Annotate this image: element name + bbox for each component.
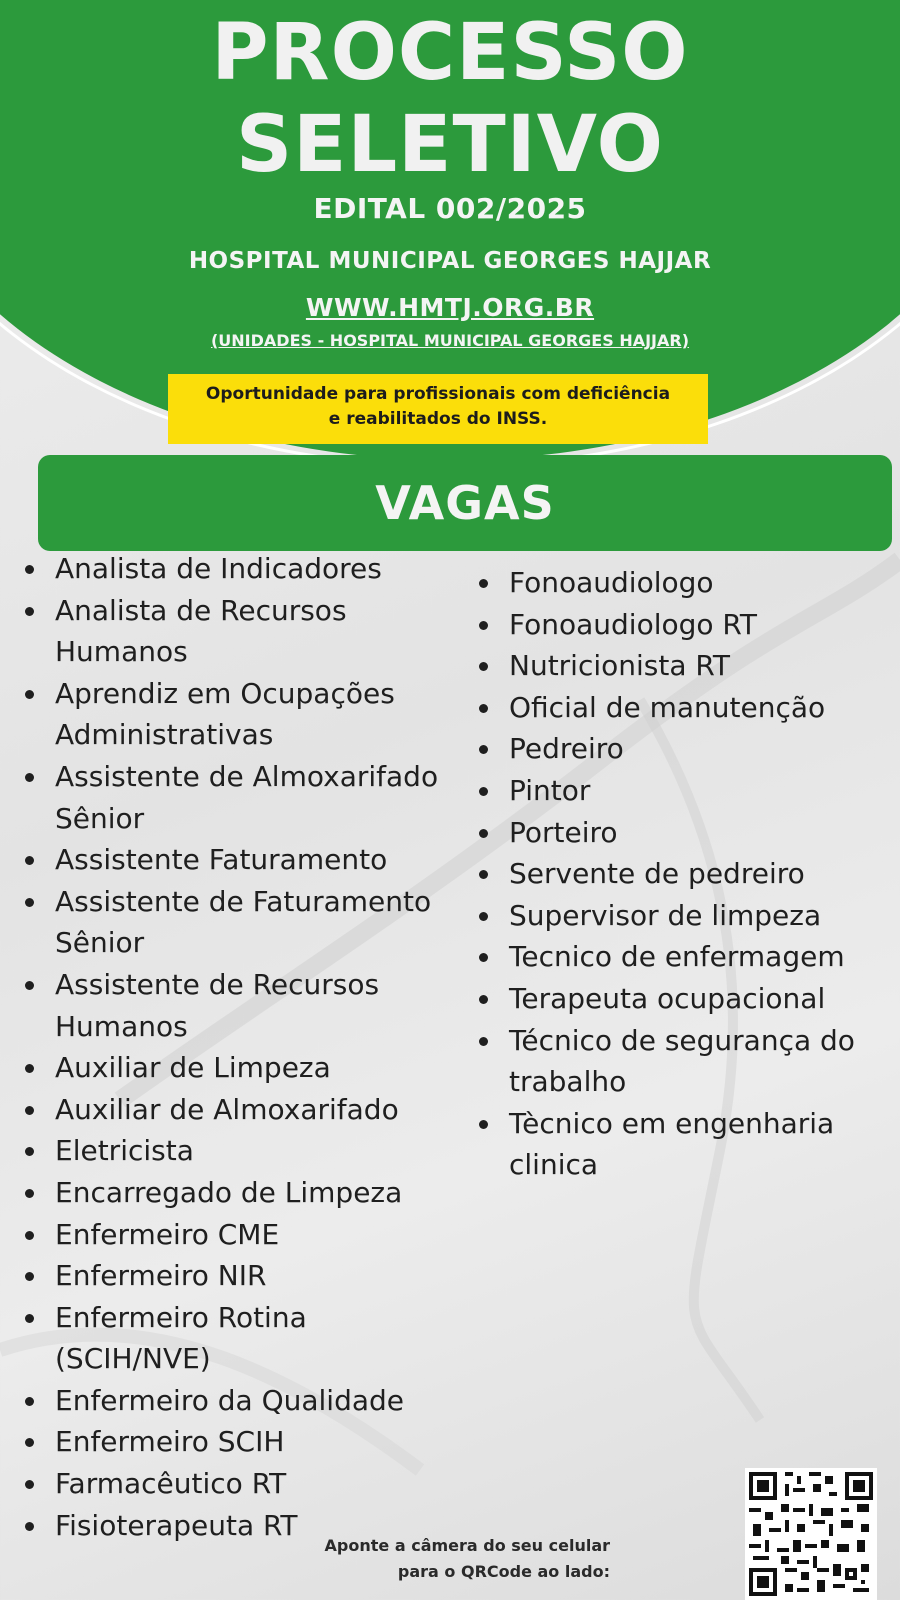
job-item: Servente de pedreiro xyxy=(479,853,889,895)
job-item: Nutricionista RT xyxy=(479,645,889,687)
job-item: Enfermeiro SCIH xyxy=(25,1421,455,1463)
job-item: Farmacêutico RT xyxy=(25,1463,455,1505)
job-item: Tecnico de enfermagem xyxy=(479,936,889,978)
job-item: Terapeuta ocupacional xyxy=(479,978,889,1020)
job-item: Aprendiz em Ocupações Administrativas xyxy=(25,673,455,756)
qr-caption-line-1: Aponte a câmera do seu celular xyxy=(324,1536,610,1555)
title-line-1: PROCESSO xyxy=(211,8,689,98)
units-link[interactable]: (UNIDADES - HOSPITAL MUNICIPAL GEORGES HAJJAR) xyxy=(210,331,690,350)
title-line-2: SELETIVO xyxy=(236,100,664,190)
job-item: Assistente de Recursos Humanos xyxy=(25,964,455,1047)
jobs-list-column-1 xyxy=(25,548,455,1546)
job-item: Analista de Indicadores xyxy=(25,548,455,590)
job-item: Auxiliar de Limpeza xyxy=(25,1047,455,1089)
notice-line-2: e reabilitados do INSS. xyxy=(328,409,548,429)
job-item: Fonoaudiologo RT xyxy=(479,604,889,646)
jobs-list-column-2 xyxy=(479,562,889,1186)
job-item: Pedreiro xyxy=(479,728,889,770)
edital-number: EDITAL 002/2025 xyxy=(313,192,587,225)
job-item: Assistente de Faturamento Sênior xyxy=(25,881,455,964)
job-item: Pintor xyxy=(479,770,889,812)
job-item: Técnico de segurança do trabalho xyxy=(479,1020,889,1103)
job-item: Eletricista xyxy=(25,1130,455,1172)
qr-caption xyxy=(300,1533,610,1585)
job-item: Encarregado de Limpeza xyxy=(25,1172,455,1214)
job-item: Auxiliar de Almoxarifado xyxy=(25,1089,455,1131)
qr-code-icon[interactable] xyxy=(745,1468,877,1600)
vagas-title: VAGAS xyxy=(375,476,555,530)
job-item: Assistente de Almoxarifado Sênior xyxy=(25,756,455,839)
job-item: Fonoaudiologo xyxy=(479,562,889,604)
job-item: Oficial de manutenção xyxy=(479,687,889,729)
job-item: Porteiro xyxy=(479,812,889,854)
job-item: Supervisor de limpeza xyxy=(479,895,889,937)
job-item: Analista de Recursos Humanos xyxy=(25,590,455,673)
job-item: Enfermeiro da Qualidade xyxy=(25,1380,455,1422)
job-item: Enfermeiro NIR xyxy=(25,1255,455,1297)
hospital-name: HOSPITAL MUNICIPAL GEORGES HAJJAR xyxy=(188,248,712,274)
vagas-header xyxy=(38,455,892,551)
qr-caption-line-2: para o QRCode ao lado: xyxy=(397,1562,610,1581)
website-link[interactable]: WWW.HMTJ.ORG.BR xyxy=(305,293,595,322)
job-item: Tècnico em engenharia clinica xyxy=(479,1103,889,1186)
job-item: Fisioterapeuta RT xyxy=(25,1505,455,1547)
job-item: Enfermeiro Rotina (SCIH/NVE) xyxy=(25,1297,455,1380)
notice-banner xyxy=(168,374,708,444)
job-item: Enfermeiro CME xyxy=(25,1214,455,1256)
notice-line-1: Oportunidade para profissionais com deficiência xyxy=(205,384,671,404)
job-item: Assistente Faturamento xyxy=(25,839,455,881)
